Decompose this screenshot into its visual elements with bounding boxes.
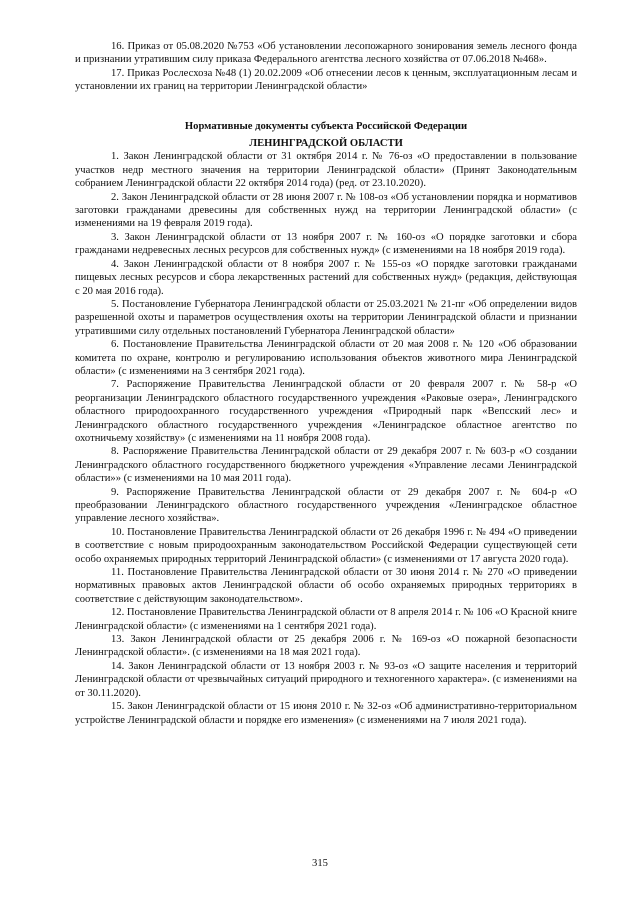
list-item: 8. Распоряжение Правительства Ленинградской области от 29 декабря 2007 г. № 603-р «О создании Ленинградского областного государственного бюджетного учреждения «Управление лесами Ленинградской области»» (с изменениями на 10 мая 2011 года).: [75, 446, 577, 485]
document-page: [75, 40, 577, 727]
list-item: 3. Закон Ленинградской области от 13 ноября 2007 г. № 160-оз «О порядке заготовки и сбора гражданами недревесных лесных ресурсов для собственных нужд» (с изменениями на 18 ноября 2019 года).: [75, 231, 577, 257]
list-item: 11. Постановление Правительства Ленинградской области от 30 июня 2014 г. № 270 «О приведении нормативных правовых актов Ленинградской области об особо охраняемых природных территориях в соответствие с действующим законодательством».: [75, 567, 577, 605]
list-item: 5. Постановление Губернатора Ленинградской области от 25.03.2021 № 21-пг «Об определении видов разрешенной охоты и параметров осуществления охоты на территории Ленинградской области и признании утратившими силу отдельных постановлений Губернатора Ленинградской области»: [75, 298, 577, 337]
list-item: 4. Закон Ленинградской области от 8 ноября 2007 г. № 155-оз «О порядке заготовки гражданами пищевых лесных ресурсов и сбора лекарственных растений для собственных нужд» (редакция, действующая с 20 мая 2016 года).: [75, 258, 577, 297]
list-item: 13. Закон Ленинградской области от 25 декабря 2006 г. № 169-оз «О пожарной безопасности Ленинградской области». (с изменениями на 18 мая 2021 года).: [75, 634, 577, 659]
region-title: ЛЕНИНГРАДСКОЙ ОБЛАСТИ: [249, 138, 403, 150]
list-item: 6. Постановление Правительства Ленинградской области от 20 мая 2008 г. № 120 «Об образовании комитета по охране, контролю и регулированию использования объектов животного мира Ленинградской области» (с изменениями на 3 сентября 2021 года).: [75, 339, 577, 377]
list-item: 16. Приказ от 05.08.2020 №753 «Об установлении лесопожарного зонирования земель лесного фонда и признании утратившим силу приказа Федерального агентства лесного хозяйства от 07.06.2018 №468».: [75, 41, 577, 66]
list-item: 9. Распоряжение Правительства Ленинградской области от 29 декабря 2007 г. № 604-р «О преобразовании Ленинградского областного государственного учреждения «Ленинградское областное управление лесного хозяйства».: [75, 486, 577, 525]
list-item: 10. Постановление Правительства Ленинградской области от 26 декабря 1996 г. № 494 «О приведении в соответствие с новым природоохранным законодательством Российской Федерации существующей сети особо охраняемых природных территорий Ленинградской области» (с изменениями от 17 августа 2020 года).: [75, 526, 577, 565]
list-item: 2. Закон Ленинградской области от 28 июня 2007 г. № 108-оз «Об установлении порядка и нормативов заготовки гражданами древесины для собственных нужд на территории Ленинградской области» (с изменениями на 19 февраля 2019 года).: [75, 191, 577, 230]
list-item: 14. Закон Ленинградской области от 13 ноября 2003 г. № 93-оз «О защите населения и территорий Ленинградской области от чрезвычайных ситуаций природного и техногенного характера». (с изменениями на от 30.11.2020).: [75, 660, 577, 699]
list-item: 7. Распоряжение Правительства Ленинградской области от 20 февраля 2007 г. № 58-р «О реорганизации Ленинградского областного государственного учреждения «Раковые озера», Ленинградского областного природоохранного государственного учреждения «Природный парк «Вепсский лес» и Ленинградского областного государственного учреждения «Ленинградское областное агентство по охотничьему хозяйству» (с изменениями на 11 ноября 2008 года).: [75, 379, 577, 444]
list-item: 17. Приказ Рослесхоза №48 (1) 20.02.2009 «Об отнесении лесов к ценным, эксплуатационным лесам и установлении их границ на территории Ленинградской области»: [75, 67, 577, 93]
section-title: Нормативные документы субъекта Российской Федерации: [184, 120, 468, 132]
page-number: 315: [312, 858, 328, 869]
list-item: 12. Постановление Правительства Ленинградской области от 8 апреля 2014 г. № 106 «О Красной книге Ленинградской области» (с изменениями на 1 сентября 2021 года).: [75, 607, 577, 632]
list-item: 1. Закон Ленинградской области от 31 октября 2014 г. № 76-оз «О предоставлении в пользование участков недр местного значения на территории Ленинградской области» (Принят Законодательным собранием Ленинградской области 22 октября 2014 года) (ред. от 23.10.2020).: [75, 151, 577, 190]
list-item: 15. Закон Ленинградской области от 15 июня 2010 г. № 32-оз «Об административно-территориальном устройстве Ленинградской области и порядке его изменения» (с изменениями на 7 июля 2021 года).: [75, 701, 577, 726]
